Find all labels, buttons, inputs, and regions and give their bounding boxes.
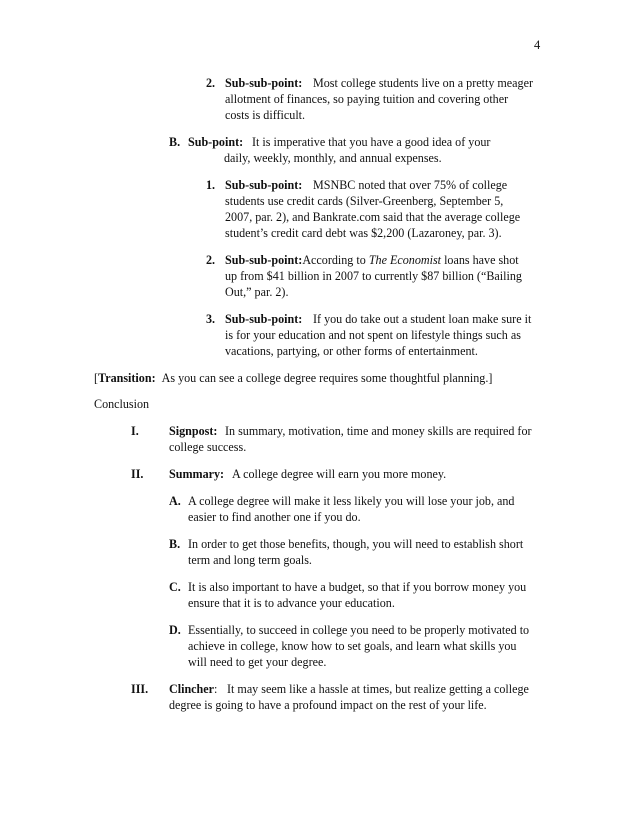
item-text-line: college success. xyxy=(169,440,247,454)
transition-statement xyxy=(94,370,492,386)
label-colon: : xyxy=(214,682,218,696)
item-text-line: It is imperative that you have a good idea of your xyxy=(252,135,491,149)
item-text-post: loans have shot xyxy=(441,253,519,267)
transition-label: Transition: xyxy=(98,371,156,385)
item-label: Summary: xyxy=(169,467,225,481)
item-first-line xyxy=(225,252,519,268)
item-text-line: costs is difficult. xyxy=(225,108,306,122)
item-number: 2. xyxy=(206,253,216,267)
item-text-line: 2007, par. 2), and Bankrate.com said that the average college xyxy=(225,210,521,224)
summary-item-line: term and long term goals. xyxy=(188,553,312,567)
item-text-line: If you do take out a student loan make sure it xyxy=(313,312,532,326)
publication-title: The Economist xyxy=(368,253,442,267)
item-text-line: degree is going to have a profound impact on the rest of your life. xyxy=(169,698,487,712)
item-number: 3. xyxy=(206,312,216,326)
item-numeral: II. xyxy=(131,467,144,481)
bracket-open: [ xyxy=(94,371,99,385)
item-number: 1. xyxy=(206,178,216,192)
item-text-line: students use credit cards (Silver-Greenberg, September 5, xyxy=(225,194,504,208)
item-text-line: student’s credit card debt was $2,200 (Lazaroney, par. 3). xyxy=(225,226,502,240)
item-text-line: It may seem like a hassle at times, but realize getting a college xyxy=(227,682,529,696)
item-text-line: Out,” par. 2). xyxy=(225,285,289,299)
item-text-line: up from $41 billion in 2007 to currently $87 billion (“Bailing xyxy=(225,269,522,283)
item-label: Sub-sub-point: xyxy=(225,253,303,267)
summary-item-line: achieve in college, know how to set goals, and learn what skills you xyxy=(188,639,517,653)
item-label: Clincher xyxy=(169,682,215,696)
item-label-wrap xyxy=(169,681,217,697)
item-text-line: daily, weekly, monthly, and annual expenses. xyxy=(224,151,442,165)
item-text-line: A college degree will earn you more money. xyxy=(232,467,447,481)
item-label: Sub-point: xyxy=(188,135,244,149)
item-number: 2. xyxy=(206,76,216,90)
item-numeral: III. xyxy=(131,682,149,696)
summary-item-line: It is also important to have a budget, so that if you borrow money you xyxy=(188,580,527,594)
item-text-line: allotment of finances, so paying tuition and covering other xyxy=(225,92,509,106)
summary-item-letter: D. xyxy=(169,623,181,637)
item-text-line: MSNBC noted that over 75% of college xyxy=(313,178,508,192)
item-text-pre: According to xyxy=(302,253,369,267)
item-label: Signpost: xyxy=(169,424,218,438)
summary-item-letter: A. xyxy=(169,494,181,508)
item-label: Sub-sub-point: xyxy=(225,312,303,326)
conclusion-heading: Conclusion xyxy=(94,397,150,411)
item-text-line: is for your education and not spent on lifestyle things such as xyxy=(225,328,521,342)
item-label: Sub-sub-point: xyxy=(225,178,303,192)
summary-item-line: will need to get your degree. xyxy=(188,655,327,669)
summary-item-line: In order to get those benefits, though, you will need to establish short xyxy=(188,537,524,551)
item-label: Sub-sub-point: xyxy=(225,76,303,90)
item-numeral: I. xyxy=(131,424,139,438)
summary-item-line: Essentially, to succeed in college you need to be properly motivated to xyxy=(188,623,530,637)
item-text-line: Most college students live on a pretty meager xyxy=(313,76,533,90)
transition-text: As you can see a college degree requires some thoughtful planning.] xyxy=(161,371,493,385)
item-text-line: In summary, motivation, time and money skills are required for xyxy=(225,424,532,438)
item-letter: B. xyxy=(169,135,181,149)
summary-item-letter: C. xyxy=(169,580,181,594)
summary-item-letter: B. xyxy=(169,537,181,551)
summary-item-line: easier to find another one if you do. xyxy=(188,510,361,524)
summary-item-line: A college degree will make it less likely you will lose your job, and xyxy=(188,494,515,508)
item-text-line: vacations, partying, or other forms of entertainment. xyxy=(225,344,478,358)
page-number: 4 xyxy=(534,38,541,52)
summary-item-line: ensure that it is to advance your education. xyxy=(188,596,395,610)
